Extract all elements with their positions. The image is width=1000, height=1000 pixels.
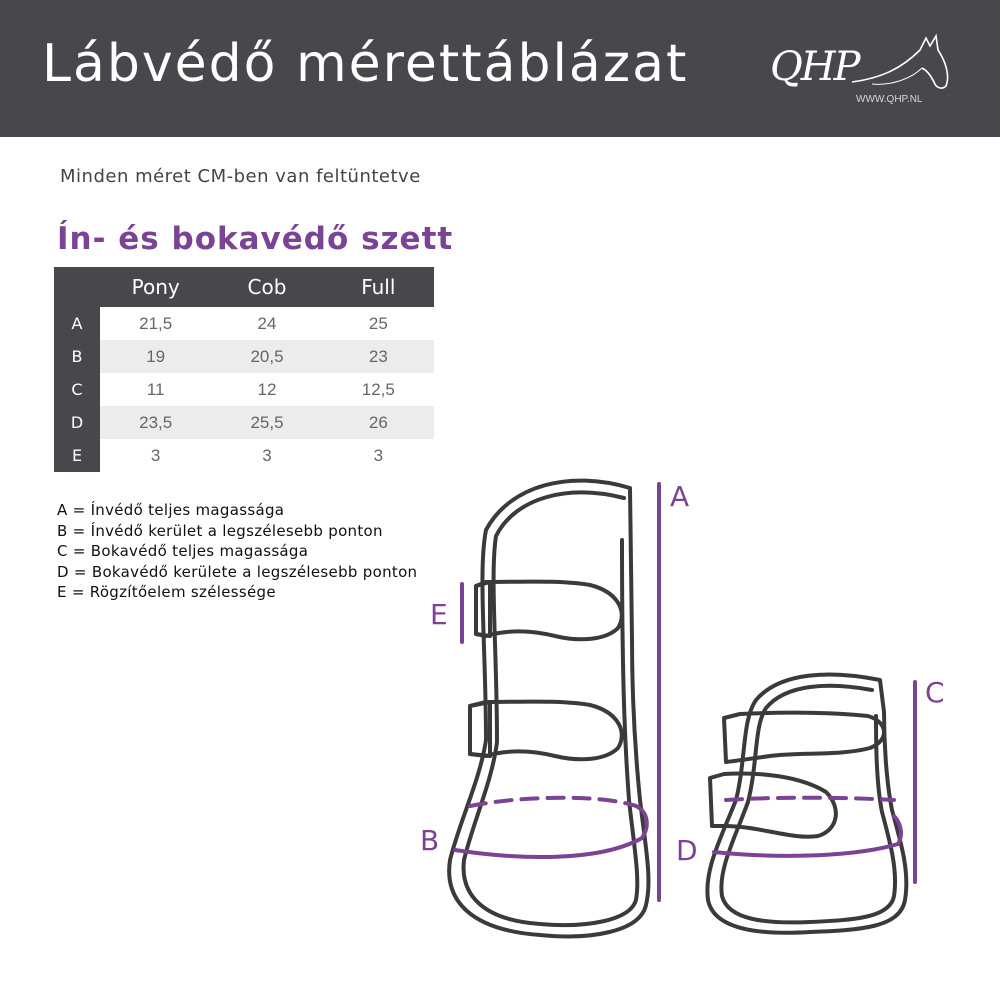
measure-curve-b-back [470,798,636,806]
header-banner [0,0,1000,137]
table-row [54,340,434,373]
table-cell: 20,5 [250,346,284,366]
label-b: B [420,824,440,857]
table-cell: 3 [150,445,161,465]
legend-item: C = Bokavédő teljes magassága [57,542,309,560]
tendon-boot-outline [449,481,648,937]
row-label: B [54,340,100,373]
table-cell: 23,5 [139,412,173,432]
table-row [54,406,434,439]
table-cell: 21,5 [139,313,173,333]
page-title: Lábvédő mérettáblázat [42,34,689,94]
label-a: A [670,480,690,513]
table-cell: 12,5 [361,379,395,399]
table-cell: 19 [146,346,166,366]
legend-item: E = Rögzítőelem szélessége [57,583,276,601]
column-header-cob: Cob [247,275,287,299]
row-label: D [54,406,100,439]
boot-diagram [400,460,980,980]
measure-curve-d-back [726,798,894,800]
table-row [54,439,434,472]
measure-curve-b-front [455,806,647,857]
table-cell: 25 [368,313,388,333]
label-c: C [925,676,945,709]
table-cell: 3 [373,445,384,465]
table-cell: 23 [368,346,388,366]
table-header [54,267,434,307]
logo-url: WWW.QHP.NL [856,94,923,105]
row-label: A [54,307,100,340]
qhp-logo [762,30,962,120]
label-d: D [676,834,698,867]
units-note: Minden méret CM-ben van feltüntetve [60,166,421,187]
row-label: C [54,373,100,406]
tendon-boot-strap-top [476,582,622,640]
legend [57,500,417,603]
table-cell: 3 [262,445,272,465]
size-table [54,267,434,472]
tendon-boot-strap-bottom [470,702,622,760]
table-row [54,373,434,406]
table-cell: 25,5 [250,412,284,432]
table-cell: 11 [146,379,165,399]
legend-item: B = Ínvédő kerület a legszélesebb ponton [57,521,383,540]
fetlock-boot-strap-bottom [710,774,836,837]
section-title: Ín- és bokavédő szett [57,221,454,257]
table-cell: 26 [368,412,388,432]
legend-item: D = Bokavédő kerülete a legszélesebb ponton [57,562,418,581]
logo-mark: QHP [770,44,859,90]
label-e: E [430,598,448,631]
table-cell: 12 [257,379,277,399]
table-cell: 24 [257,313,277,333]
table-corner [54,267,100,307]
row-label: E [54,439,100,472]
column-header-full: Full [361,275,396,299]
column-header-pony: Pony [131,275,180,299]
table-row [54,307,434,340]
legend-item: A = Ínvédő teljes magassága [57,501,285,519]
